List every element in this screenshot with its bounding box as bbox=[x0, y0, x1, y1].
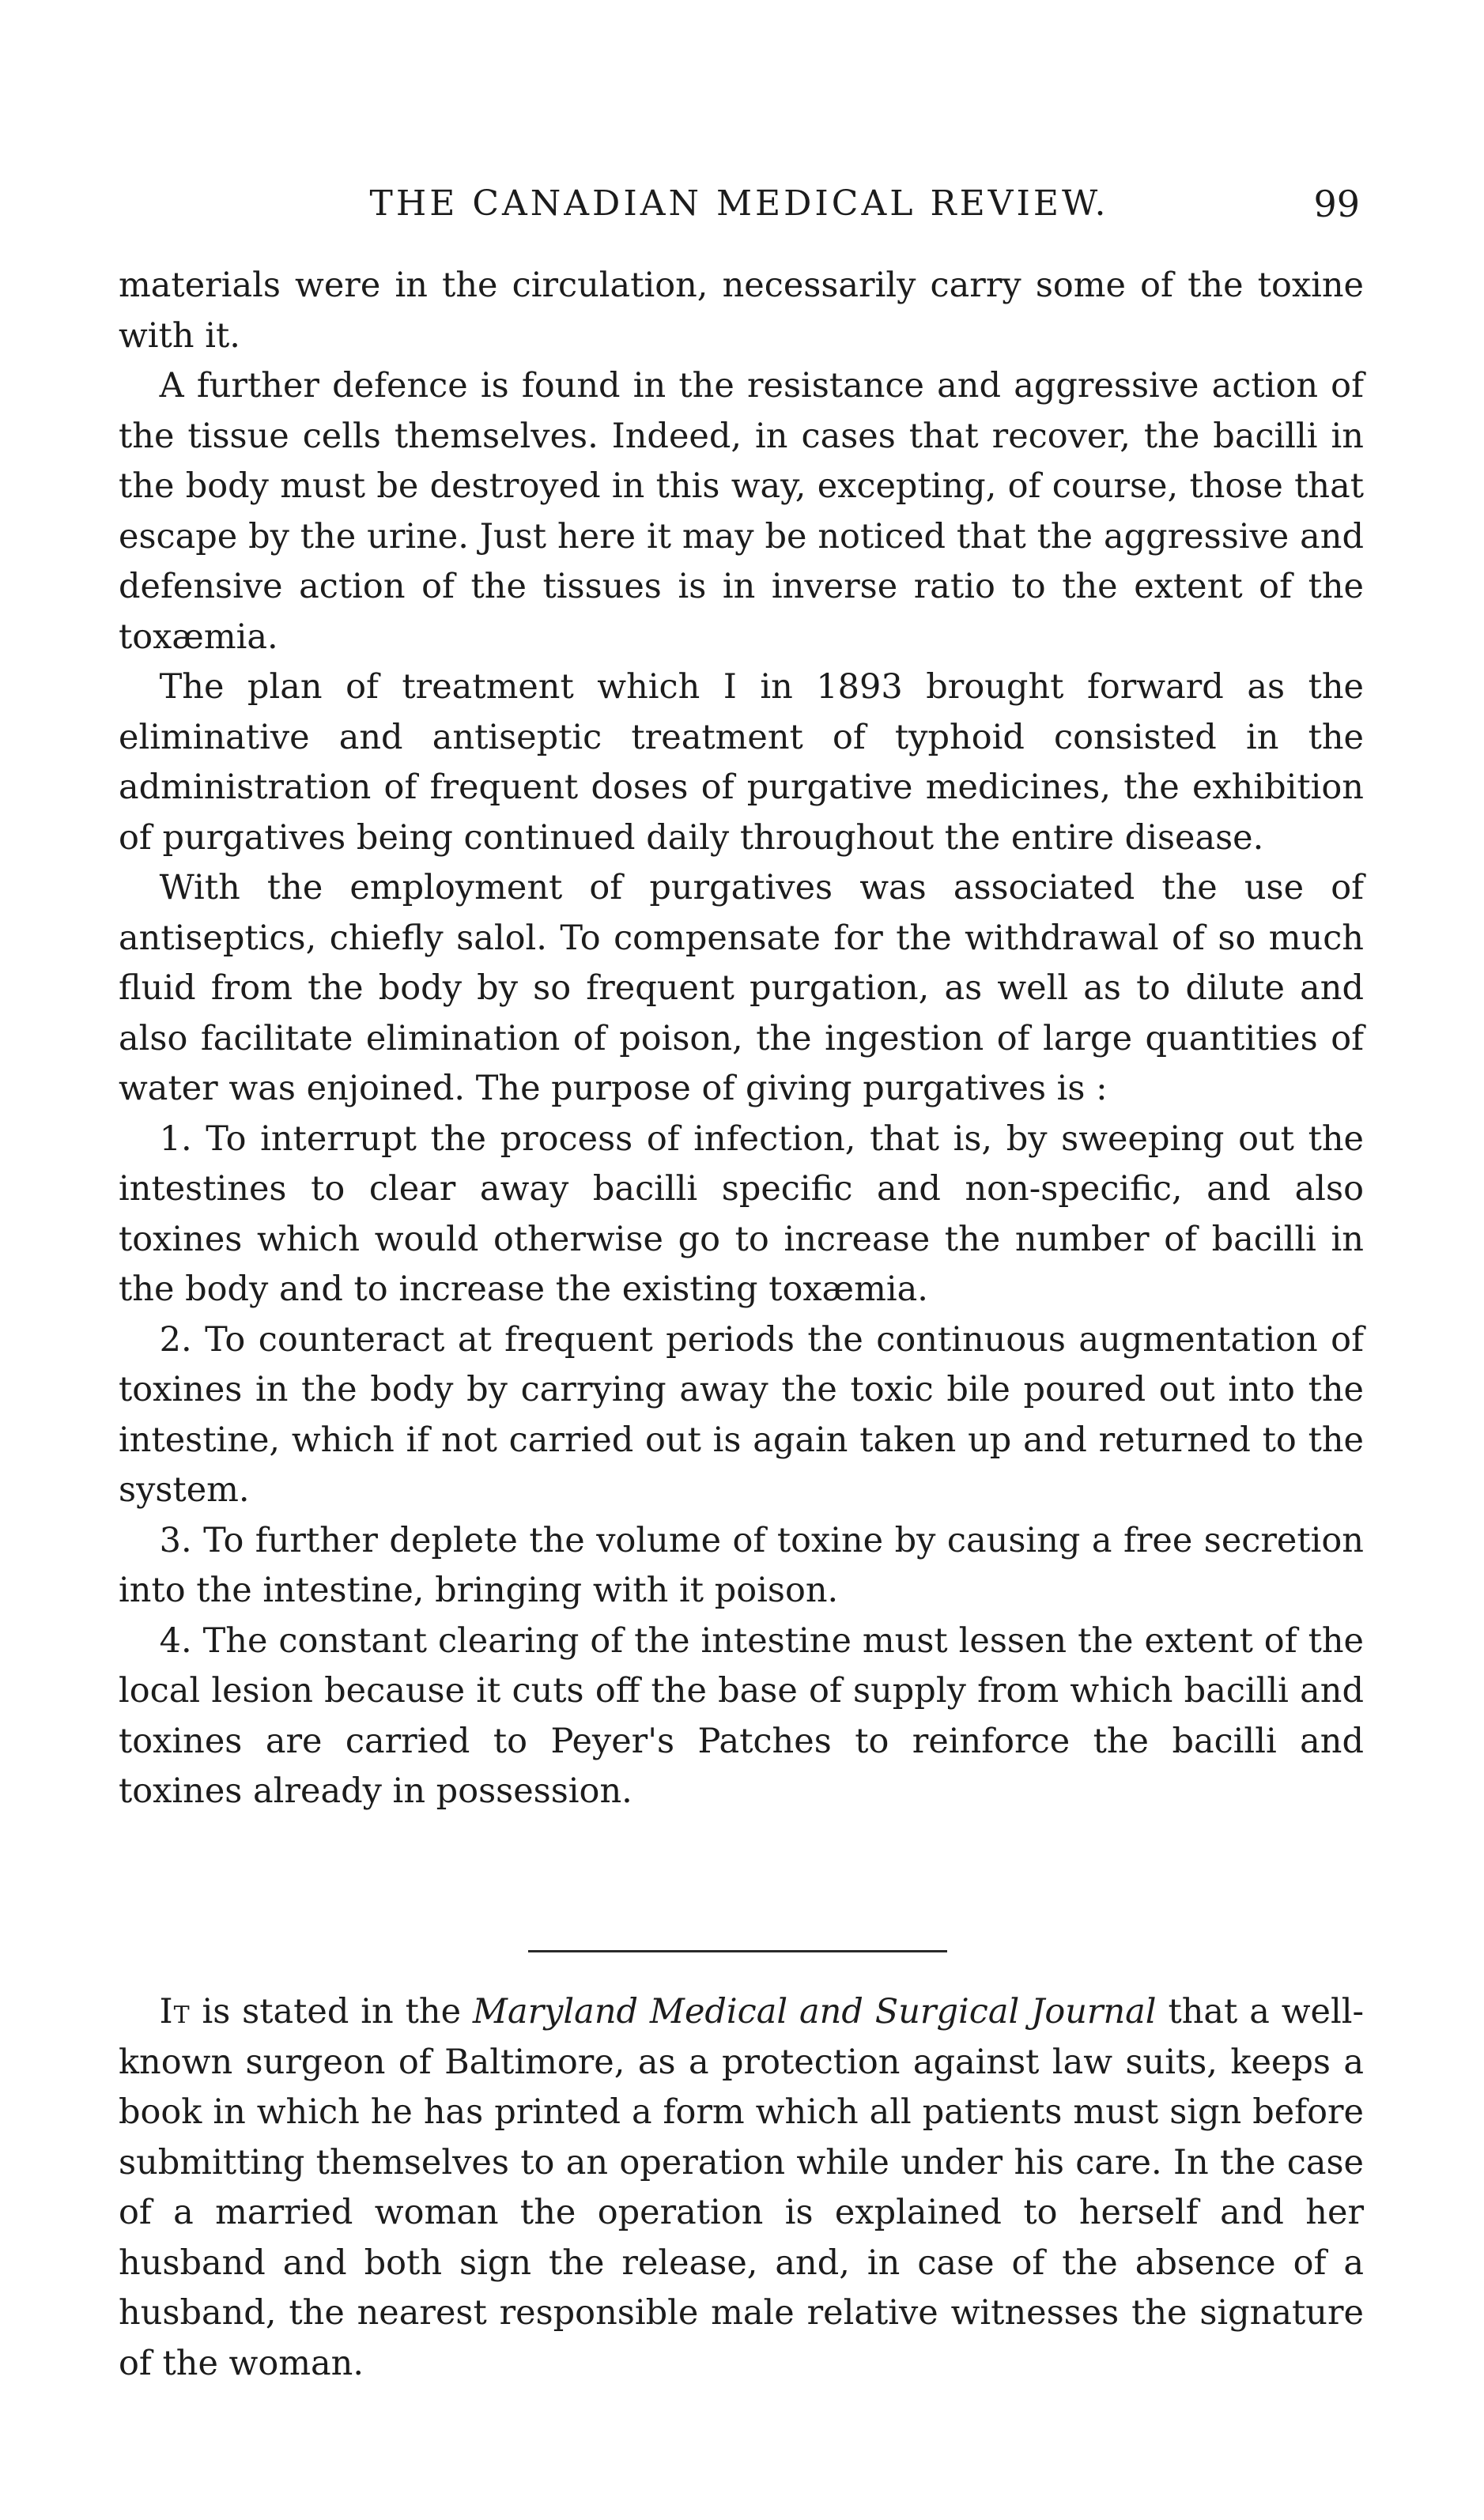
journal-title: Maryland Medical and Surgical Journal bbox=[472, 1992, 1157, 2031]
news-note bbox=[119, 1987, 1364, 2389]
paragraph-purgatives: With the employment of purgatives was associated the use of antiseptics, chiefly salol. To compensate for the withdrawal of so much fluid from the body by so frequent purgation, as well as to dilute and also facilitate elimination of poison, the ingestion of large quantities of water was enjoined. The purpose of giving purgatives is : bbox=[119, 868, 1364, 1108]
note-text-before-journal: is stated in the bbox=[190, 1992, 473, 2031]
article-body bbox=[119, 261, 1364, 1817]
note-lead-word: It bbox=[159, 1992, 191, 2031]
running-head bbox=[119, 180, 1360, 228]
list-item-2: 2. To counteract at frequent periods the continuous augmentation of toxines in the body by carrying away the toxic bile poured out into the intestine, which if not carried out is again taken up and returned to the system. bbox=[119, 1319, 1364, 1510]
paragraph-treatment-plan: The plan of treatment which I in 1893 brought forward as the eliminative and antiseptic treatment of typhoid consisted in the administration of frequent doses of purgative medicines, the exhibition of purgatives being continued daily throughout the entire disease. bbox=[119, 667, 1364, 858]
paragraph-tissue-defence: A further defence is found in the resistance and aggressive action of the tissue cells themselves. Indeed, in cases that recover, the bacilli in the body must be destroyed in this way, excepting, of course, those that escape by the urine. Just here it may be noticed that the aggressive and defensive action of the tissues is in inverse ratio to the extent of the toxæmia. bbox=[119, 366, 1364, 657]
paragraph-continuation: materials were in the circulation, necessarily carry some of the toxine with it. bbox=[119, 266, 1364, 356]
list-item-1: 1. To interrupt the process of infection, that is, by sweeping out the intestines to clear away bacilli specific and non-specific, and also toxines which would otherwise go to increase the number of bacilli in the body and to increase the existing toxæmia. bbox=[119, 1119, 1364, 1309]
list-item-4: 4. The constant clearing of the intestine must lessen the extent of the local lesion because it cuts off the base of supply from which bacilli and toxines are carried to Peyer's Patches to reinforce the bacilli and toxines already in possession. bbox=[119, 1620, 1364, 1811]
running-title: THE CANADIAN MEDICAL REVIEW. bbox=[369, 183, 1109, 224]
section-divider bbox=[528, 1950, 947, 1952]
list-item-3: 3. To further deplete the volume of toxine by causing a free secretion into the intestine, bringing with it poison. bbox=[119, 1520, 1364, 1610]
page-number: 99 bbox=[1313, 183, 1360, 225]
news-note-paragraph bbox=[119, 1987, 1364, 2389]
note-text-after-journal: that a well-known surgeon of Baltimore, as a protection against law suits, keeps a book in which he has printed a form which all patients must sign before submitting themselves to an operation while under his care. In the case of a married woman the operation is explained to herself and her husband and both sign the release, and, in case of the absence of a husband, the nearest responsible male relative witnesses the signature of the woman. bbox=[119, 1992, 1365, 2383]
